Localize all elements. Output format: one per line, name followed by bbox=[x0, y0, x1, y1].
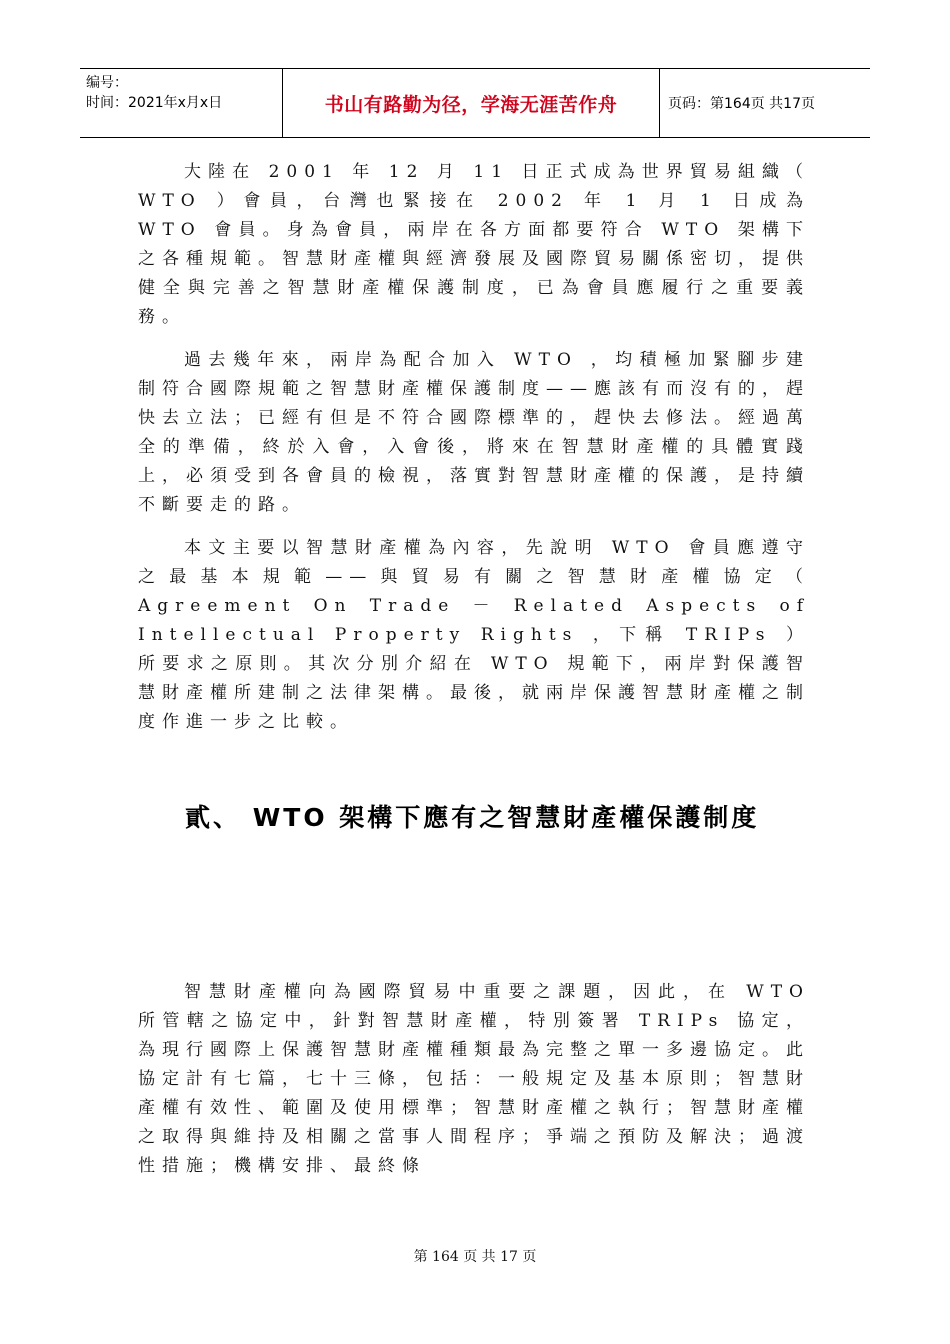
page-footer: 第 164 页 共 17 页 bbox=[413, 1249, 537, 1265]
paragraph-1: 大陸在 2001 年 12 月 11 日正式成為世界貿易組織（ WTO ）會員，台灣也緊接在 2002 年 1 月 1 日成為 WTO 會員。身為會員，兩岸在各方面都要符合 WTO 架構下之各種規範。智慧財產權與經濟發展及國際貿易關係密切，提供健全與完善之智慧財產權保護制度，已為會員應履行之重要義務。 bbox=[138, 162, 810, 327]
header-date-label: 时间：2021年x月x日 bbox=[86, 95, 223, 111]
document-body bbox=[138, 158, 810, 737]
page-header bbox=[80, 68, 870, 138]
section-heading: 貳、 WTO 架構下應有之智慧財產權保護制度 bbox=[185, 803, 760, 832]
header-motto: 书山有路勤为径，学海无涯苦作舟 bbox=[282, 69, 660, 137]
header-meta bbox=[80, 69, 282, 137]
paragraph-2: 過去幾年來，兩岸為配合加入 WTO ，均積極加緊腳步建制符合國際規範之智慧財產權保護制度——應該有而沒有的，趕快去立法；已經有但是不符合國際標準的，趕快去修法。經過萬全的準備，終於入會，入會後，將來在智慧財產權的具體實踐上，必須受到各會員的檢視，落實對智慧財產權的保護，是持續不斷要走的路。 bbox=[138, 350, 810, 515]
header-page-label: 页码：第164页 共17页 bbox=[668, 96, 815, 112]
paragraph-4: 智慧財產權向為國際貿易中重要之課題，因此，在 WTO 所管轄之協定中，針對智慧財產權，特別簽署 TRIPs 協定，為現行國際上保護智慧財產權種類最為完整之單一多邊協定。此協定計有七篇，七十三條，包括：一般規定及基本原則；智慧財產權有效性、範圍及使用標準；智慧財產權之執行；智慧財產權之取得與維持及相關之當事人間程序；爭端之預防及解決；過渡性措施；機構安排、最終條 bbox=[138, 982, 810, 1176]
document-body-continued bbox=[138, 978, 810, 1181]
header-number-label: 编号： bbox=[86, 75, 128, 91]
paragraph-3: 本文主要以智慧財產權為內容，先說明 WTO 會員應遵守之最基本規範——與貿易有關之智慧財產權協定（ Agreement On Trade － Related Aspects of Intellectual Property Rights ，下稱 TRIPs ）所要求之原則。其次分別介紹在 WTO 規範下，兩岸對保護智慧財產權所建制之法律架構。最後，就兩岸保護智慧財產權之制度作進一步之比較。 bbox=[138, 538, 810, 732]
